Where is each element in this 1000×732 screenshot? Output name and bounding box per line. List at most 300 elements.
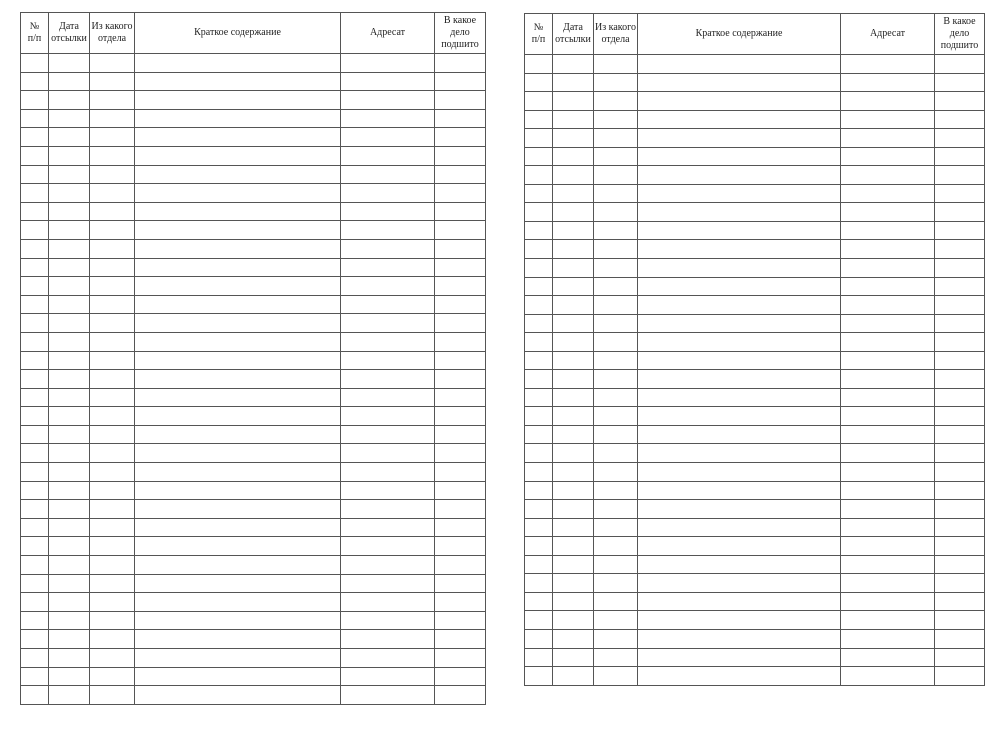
cell-number (525, 166, 553, 185)
cell-case-file (935, 388, 985, 407)
cell-department (594, 240, 638, 259)
cell-number (525, 574, 553, 593)
cell-addressee (341, 165, 435, 184)
cell-summary (135, 258, 341, 277)
cell-addressee (341, 481, 435, 500)
table-row (525, 592, 985, 611)
cell-case-file (935, 463, 985, 482)
cell-summary (135, 463, 341, 482)
cell-department (90, 500, 135, 519)
cell-case-file (435, 202, 486, 221)
cell-summary (638, 463, 841, 482)
table-row (525, 147, 985, 166)
cell-case-file (435, 277, 486, 296)
cell-addressee (841, 463, 935, 482)
cell-number (525, 407, 553, 426)
cell-case-file (435, 556, 486, 575)
cell-number (21, 667, 49, 686)
cell-addressee (841, 240, 935, 259)
cell-case-file (935, 314, 985, 333)
cell-summary (638, 611, 841, 630)
cell-number (525, 129, 553, 148)
cell-number (21, 239, 49, 258)
cell-summary (638, 648, 841, 667)
table-row (21, 444, 486, 463)
cell-number (21, 332, 49, 351)
cell-addressee (341, 407, 435, 426)
cell-date-sent (553, 314, 594, 333)
cell-number (21, 258, 49, 277)
cell-addressee (341, 444, 435, 463)
cell-addressee (841, 592, 935, 611)
cell-number (21, 202, 49, 221)
cell-addressee (841, 73, 935, 92)
cell-case-file (435, 388, 486, 407)
table-row (21, 239, 486, 258)
cell-case-file (935, 259, 985, 278)
cell-department (90, 407, 135, 426)
table-row (525, 296, 985, 315)
cell-department (90, 221, 135, 240)
cell-number (525, 110, 553, 129)
table-row (525, 259, 985, 278)
cell-date-sent (49, 72, 90, 91)
cell-summary (638, 537, 841, 556)
table-row (21, 407, 486, 426)
col-header-case-file: В какое дело подшито (935, 14, 985, 55)
cell-department (594, 277, 638, 296)
cell-department (594, 351, 638, 370)
cell-number (525, 147, 553, 166)
cell-number (525, 277, 553, 296)
cell-addressee (341, 649, 435, 668)
table-row (525, 351, 985, 370)
cell-date-sent (553, 296, 594, 315)
cell-case-file (935, 203, 985, 222)
cell-case-file (435, 593, 486, 612)
cell-case-file (935, 648, 985, 667)
cell-department (594, 407, 638, 426)
cell-summary (135, 184, 341, 203)
cell-summary (638, 481, 841, 500)
table-row (525, 537, 985, 556)
cell-case-file (935, 407, 985, 426)
cell-number (525, 667, 553, 686)
cell-department (594, 629, 638, 648)
table-row (525, 73, 985, 92)
cell-date-sent (49, 295, 90, 314)
cell-number (21, 518, 49, 537)
cell-case-file (935, 221, 985, 240)
cell-case-file (935, 629, 985, 648)
cell-summary (135, 202, 341, 221)
cell-number (21, 351, 49, 370)
cell-summary (135, 667, 341, 686)
table-row (525, 166, 985, 185)
cell-date-sent (49, 314, 90, 333)
cell-summary (135, 425, 341, 444)
col-header-date-sent: Дата отсылки (553, 14, 594, 55)
cell-number (21, 556, 49, 575)
cell-addressee (341, 72, 435, 91)
cell-number (525, 425, 553, 444)
table-row (525, 388, 985, 407)
cell-case-file (935, 444, 985, 463)
cell-date-sent (49, 425, 90, 444)
cell-case-file (935, 518, 985, 537)
cell-number (21, 611, 49, 630)
cell-department (594, 203, 638, 222)
cell-addressee (341, 128, 435, 147)
cell-summary (135, 481, 341, 500)
cell-date-sent (49, 407, 90, 426)
cell-summary (135, 407, 341, 426)
cell-date-sent (49, 332, 90, 351)
cell-department (594, 110, 638, 129)
cell-summary (638, 574, 841, 593)
cell-case-file (435, 500, 486, 519)
cell-department (90, 593, 135, 612)
col-header-summary: Краткое содержание (135, 13, 341, 54)
cell-summary (638, 500, 841, 519)
cell-addressee (341, 184, 435, 203)
cell-number (21, 221, 49, 240)
cell-case-file (935, 166, 985, 185)
cell-summary (135, 574, 341, 593)
cell-addressee (841, 407, 935, 426)
cell-case-file (435, 128, 486, 147)
cell-number (21, 72, 49, 91)
cell-number (525, 537, 553, 556)
cell-addressee (341, 686, 435, 705)
cell-summary (135, 686, 341, 705)
cell-summary (638, 277, 841, 296)
cell-addressee (841, 221, 935, 240)
cell-date-sent (49, 481, 90, 500)
cell-summary (638, 184, 841, 203)
cell-summary (135, 351, 341, 370)
cell-date-sent (553, 555, 594, 574)
cell-addressee (341, 537, 435, 556)
cell-date-sent (49, 667, 90, 686)
cell-number (525, 555, 553, 574)
cell-case-file (435, 54, 486, 73)
cell-department (90, 202, 135, 221)
cell-case-file (935, 92, 985, 111)
table-row (21, 146, 486, 165)
cell-number (525, 500, 553, 519)
cell-number (525, 184, 553, 203)
cell-case-file (935, 500, 985, 519)
cell-case-file (435, 444, 486, 463)
cell-addressee (841, 574, 935, 593)
cell-summary (638, 407, 841, 426)
cell-date-sent (49, 593, 90, 612)
cell-addressee (341, 277, 435, 296)
cell-department (90, 574, 135, 593)
cell-addressee (341, 295, 435, 314)
cell-number (21, 500, 49, 519)
cell-summary (135, 444, 341, 463)
cell-summary (638, 555, 841, 574)
cell-summary (135, 500, 341, 519)
cell-number (21, 184, 49, 203)
cell-department (90, 537, 135, 556)
cell-summary (135, 295, 341, 314)
col-header-number: № п/п (525, 14, 553, 55)
cell-department (594, 444, 638, 463)
cell-date-sent (553, 592, 594, 611)
cell-case-file (935, 351, 985, 370)
cell-addressee (841, 555, 935, 574)
cell-number (525, 648, 553, 667)
cell-date-sent (49, 146, 90, 165)
cell-summary (135, 332, 341, 351)
cell-number (21, 630, 49, 649)
journal-table-left (20, 12, 486, 705)
table-row (525, 370, 985, 389)
cell-department (90, 463, 135, 482)
cell-addressee (341, 332, 435, 351)
cell-case-file (935, 147, 985, 166)
cell-case-file (435, 109, 486, 128)
cell-summary (135, 91, 341, 110)
cell-date-sent (553, 425, 594, 444)
cell-department (594, 370, 638, 389)
cell-number (21, 109, 49, 128)
cell-addressee (341, 556, 435, 575)
table-row (525, 518, 985, 537)
table-row (21, 425, 486, 444)
cell-department (594, 314, 638, 333)
cell-summary (135, 128, 341, 147)
cell-department (594, 259, 638, 278)
cell-case-file (435, 518, 486, 537)
cell-summary (135, 556, 341, 575)
cell-date-sent (553, 500, 594, 519)
cell-department (594, 574, 638, 593)
cell-addressee (841, 351, 935, 370)
cell-case-file (435, 332, 486, 351)
table-row (525, 463, 985, 482)
table-row (21, 332, 486, 351)
cell-number (525, 370, 553, 389)
cell-summary (638, 518, 841, 537)
cell-number (21, 54, 49, 73)
cell-case-file (435, 314, 486, 333)
cell-addressee (341, 630, 435, 649)
cell-date-sent (553, 351, 594, 370)
table-row (21, 537, 486, 556)
cell-number (21, 295, 49, 314)
cell-summary (135, 370, 341, 389)
cell-case-file (435, 370, 486, 389)
cell-summary (638, 92, 841, 111)
cell-number (525, 463, 553, 482)
cell-addressee (341, 314, 435, 333)
cell-summary (638, 259, 841, 278)
cell-summary (638, 425, 841, 444)
table-row (525, 407, 985, 426)
cell-summary (135, 54, 341, 73)
table-row (525, 500, 985, 519)
col-header-case-file: В какое дело подшито (435, 13, 486, 54)
cell-addressee (341, 370, 435, 389)
cell-department (594, 667, 638, 686)
cell-summary (135, 537, 341, 556)
table-row (21, 370, 486, 389)
cell-date-sent (553, 240, 594, 259)
cell-date-sent (553, 481, 594, 500)
cell-case-file (435, 667, 486, 686)
cell-number (21, 425, 49, 444)
cell-department (90, 109, 135, 128)
cell-number (21, 370, 49, 389)
cell-case-file (435, 91, 486, 110)
cell-summary (135, 649, 341, 668)
cell-addressee (341, 91, 435, 110)
cell-addressee (341, 463, 435, 482)
cell-case-file (435, 574, 486, 593)
cell-department (90, 425, 135, 444)
cell-addressee (841, 184, 935, 203)
cell-date-sent (553, 203, 594, 222)
cell-summary (135, 165, 341, 184)
cell-department (90, 630, 135, 649)
cell-summary (638, 221, 841, 240)
cell-number (21, 686, 49, 705)
cell-department (594, 611, 638, 630)
table-row (21, 518, 486, 537)
cell-department (90, 165, 135, 184)
cell-case-file (935, 55, 985, 74)
cell-addressee (841, 147, 935, 166)
cell-number (21, 593, 49, 612)
cell-number (525, 73, 553, 92)
cell-date-sent (553, 463, 594, 482)
cell-department (90, 91, 135, 110)
cell-department (90, 556, 135, 575)
cell-department (594, 55, 638, 74)
cell-number (21, 481, 49, 500)
cell-date-sent (49, 109, 90, 128)
cell-case-file (435, 72, 486, 91)
col-header-addressee: Адресат (841, 14, 935, 55)
cell-date-sent (553, 370, 594, 389)
cell-number (525, 221, 553, 240)
cell-department (90, 258, 135, 277)
cell-case-file (435, 649, 486, 668)
cell-case-file (935, 129, 985, 148)
table-row (21, 72, 486, 91)
cell-department (594, 333, 638, 352)
cell-summary (135, 109, 341, 128)
cell-addressee (341, 574, 435, 593)
cell-addressee (341, 425, 435, 444)
table-row (21, 91, 486, 110)
table-row (525, 667, 985, 686)
cell-date-sent (49, 202, 90, 221)
table-row (21, 314, 486, 333)
cell-department (594, 592, 638, 611)
table-row (525, 555, 985, 574)
cell-department (90, 128, 135, 147)
cell-addressee (341, 518, 435, 537)
cell-department (90, 314, 135, 333)
cell-date-sent (553, 129, 594, 148)
cell-number (21, 407, 49, 426)
cell-date-sent (553, 147, 594, 166)
cell-case-file (435, 686, 486, 705)
cell-case-file (935, 667, 985, 686)
table-row (21, 165, 486, 184)
cell-addressee (341, 351, 435, 370)
cell-case-file (935, 296, 985, 315)
cell-summary (135, 72, 341, 91)
cell-number (525, 55, 553, 74)
cell-addressee (841, 648, 935, 667)
cell-department (594, 147, 638, 166)
col-header-department: Из какого отдела (594, 14, 638, 55)
journal-page-right (524, 13, 985, 686)
cell-addressee (341, 611, 435, 630)
cell-date-sent (49, 686, 90, 705)
cell-department (90, 184, 135, 203)
cell-addressee (341, 146, 435, 165)
table-row (525, 629, 985, 648)
cell-addressee (841, 370, 935, 389)
cell-date-sent (553, 574, 594, 593)
cell-department (594, 129, 638, 148)
cell-date-sent (49, 537, 90, 556)
table-row (21, 202, 486, 221)
cell-date-sent (553, 388, 594, 407)
table-row (21, 593, 486, 612)
cell-addressee (841, 388, 935, 407)
cell-date-sent (49, 574, 90, 593)
cell-date-sent (553, 629, 594, 648)
cell-summary (135, 388, 341, 407)
cell-summary (638, 444, 841, 463)
table-row (525, 333, 985, 352)
cell-addressee (841, 314, 935, 333)
cell-number (21, 314, 49, 333)
cell-department (594, 481, 638, 500)
cell-addressee (341, 667, 435, 686)
table-row (21, 184, 486, 203)
table-row (525, 240, 985, 259)
cell-case-file (935, 370, 985, 389)
journal-table-right (524, 13, 985, 686)
cell-summary (135, 611, 341, 630)
table-row (21, 481, 486, 500)
table-row (525, 92, 985, 111)
cell-department (90, 351, 135, 370)
cell-case-file (435, 184, 486, 203)
cell-department (90, 295, 135, 314)
cell-department (594, 166, 638, 185)
table-row (21, 630, 486, 649)
cell-date-sent (49, 556, 90, 575)
cell-addressee (341, 54, 435, 73)
cell-number (525, 388, 553, 407)
cell-department (594, 500, 638, 519)
cell-case-file (435, 258, 486, 277)
cell-summary (638, 629, 841, 648)
cell-date-sent (49, 239, 90, 258)
cell-number (21, 537, 49, 556)
cell-addressee (341, 239, 435, 258)
